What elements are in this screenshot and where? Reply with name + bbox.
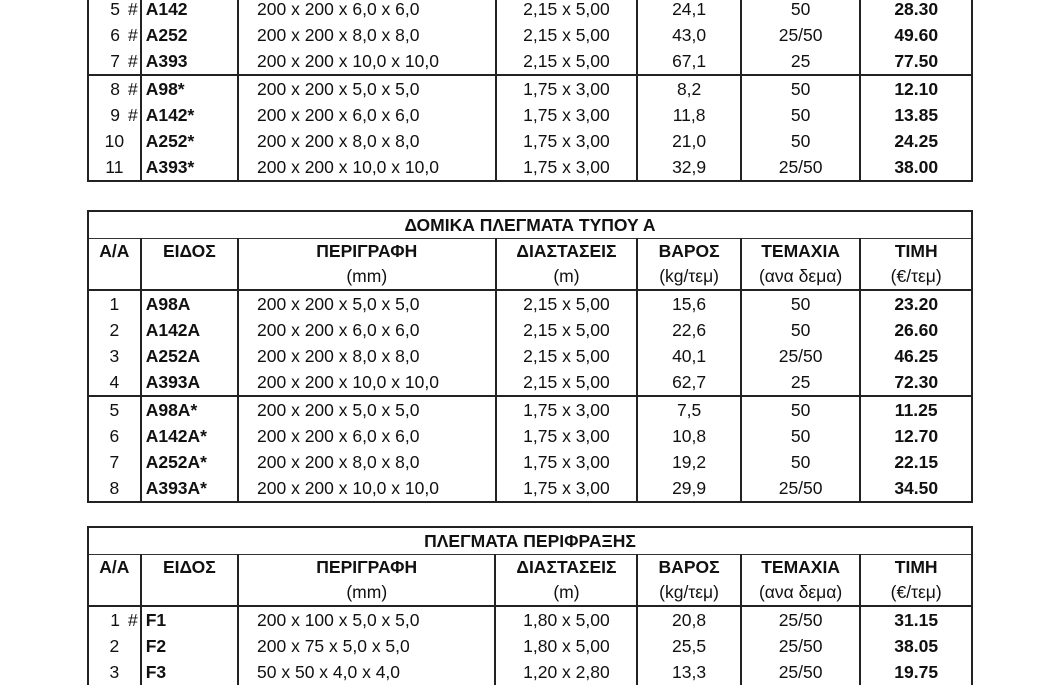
item-weight: 32,9 [637,154,740,181]
item-pieces: 25/50 [741,343,861,369]
col-header-pieces: ΤΕΜΑΧΙΑ [741,555,861,581]
item-code: A142 [141,0,238,22]
table-row [88,343,972,369]
col-subheader-type [141,264,238,290]
hash-mark: # [127,610,138,630]
item-price: 77.50 [860,48,972,75]
row-number-cell [88,475,141,502]
col-header-type: ΕΙΔΟΣ [141,555,238,581]
col-subheader-dimensions: (m) [496,264,638,290]
item-weight: 25,5 [637,633,740,659]
item-description: 200 x 200 x 8,0 x 8,0 [238,128,495,154]
item-code: A98A* [141,396,238,423]
hash-mark: # [127,51,138,71]
table-body [88,606,972,685]
item-price: 22.15 [860,449,972,475]
item-pieces: 50 [741,317,861,343]
item-code: F2 [141,633,238,659]
item-weight: 11,8 [637,102,740,128]
item-code: A142A* [141,423,238,449]
row-number: 1 [110,610,120,630]
row-number-cell [88,128,141,154]
row-number-cell [88,633,141,659]
col-header-dimensions: ΔΙΑΣΤΑΣΕΙΣ [495,555,637,581]
row-number: 5 [110,0,120,19]
table-row [88,317,972,343]
item-weight: 20,8 [637,606,740,633]
item-code: A98A [141,290,238,317]
fencing-mesh-table [87,526,973,685]
row-number: 4 [109,372,120,392]
item-price: 34.50 [860,475,972,502]
col-header-description: ΠΕΡΙΓΡΑΦΗ [238,239,495,265]
col-subheader-pieces: (ανα δεμα) [741,580,861,606]
item-pieces: 50 [741,102,861,128]
table-row [88,290,972,317]
row-number: 8 [110,79,120,99]
item-weight: 19,2 [637,449,740,475]
item-dimensions: 1,20 x 2,80 [495,659,637,685]
item-price: 26.60 [860,317,972,343]
item-weight: 29,9 [637,475,740,502]
item-price: 23.20 [860,290,972,317]
item-code: F1 [141,606,238,633]
item-price: 19.75 [860,659,972,685]
item-pieces: 50 [741,290,861,317]
item-dimensions: 1,75 x 3,00 [496,75,638,102]
item-description: 200 x 200 x 5,0 x 5,0 [238,396,495,423]
col-subheader-aa [88,264,141,290]
col-header-price: ΤΙΜΗ [860,555,972,581]
item-price: 28.30 [860,0,972,22]
table-row [88,75,972,102]
table-row [88,423,972,449]
item-description: 200 x 200 x 6,0 x 6,0 [238,0,495,22]
item-pieces: 25/50 [741,475,861,502]
item-code: A98* [141,75,238,102]
row-number: 6 [109,426,120,446]
item-pieces: 25/50 [741,659,861,685]
item-description: 200 x 200 x 8,0 x 8,0 [238,22,495,48]
row-number: 6 [110,25,120,45]
row-number-cell [88,606,141,633]
item-dimensions: 1,75 x 3,00 [496,475,638,502]
item-dimensions: 1,75 x 3,00 [496,423,638,449]
row-number-cell [88,396,141,423]
col-header-aa: Α/Α [99,557,130,577]
row-number: 1 [109,294,120,314]
table-body [88,290,972,502]
item-description: 50 x 50 x 4,0 x 4,0 [238,659,495,685]
col-header-description: ΠΕΡΙΓΡΑΦΗ [238,555,495,581]
item-dimensions: 1,75 x 3,00 [496,449,638,475]
row-number-cell [88,659,141,685]
item-code: A142A [141,317,238,343]
item-pieces: 25/50 [741,606,861,633]
mesh-table-continued [87,0,973,182]
item-code: A252* [141,128,238,154]
item-code: A252A* [141,449,238,475]
item-dimensions: 1,75 x 3,00 [496,128,638,154]
item-code: A393A [141,369,238,396]
item-weight: 67,1 [637,48,740,75]
row-number-cell [88,317,141,343]
item-dimensions: 2,15 x 5,00 [496,22,638,48]
item-price: 46.25 [860,343,972,369]
item-description: 200 x 200 x 8,0 x 8,0 [238,343,495,369]
item-weight: 13,3 [637,659,740,685]
col-header-weight: ΒΑΡΟΣ [637,239,740,265]
item-dimensions: 1,75 x 3,00 [496,154,638,181]
item-price: 38.00 [860,154,972,181]
item-price: 72.30 [860,369,972,396]
row-number-cell [88,48,141,75]
table-row [88,48,972,75]
item-weight: 22,6 [637,317,740,343]
item-description: 200 x 200 x 8,0 x 8,0 [238,449,495,475]
row-number-cell [88,75,141,102]
row-number: 8 [109,478,120,498]
item-pieces: 50 [741,423,861,449]
item-weight: 15,6 [637,290,740,317]
row-number-cell [88,449,141,475]
item-description: 200 x 200 x 10,0 x 10,0 [238,48,495,75]
item-description: 200 x 100 x 5,0 x 5,0 [238,606,495,633]
item-price: 12.10 [860,75,972,102]
col-header-weight: ΒΑΡΟΣ [637,555,740,581]
item-price: 13.85 [860,102,972,128]
item-weight: 43,0 [637,22,740,48]
col-subheader-description: (mm) [238,264,495,290]
row-number-cell [88,290,141,317]
item-weight: 8,2 [637,75,740,102]
item-pieces: 50 [741,0,861,22]
item-price: 12.70 [860,423,972,449]
row-number-cell [88,102,141,128]
item-price: 31.15 [860,606,972,633]
item-pieces: 25 [741,48,861,75]
col-header-pieces: ΤΕΜΑΧΙΑ [741,239,861,265]
item-pieces: 25/50 [741,154,861,181]
item-code: A393* [141,154,238,181]
hash-mark: # [127,25,138,45]
row-number: 3 [109,662,120,682]
table-row [88,128,972,154]
row-number: 9 [110,105,120,125]
table-body [88,0,972,181]
hash-mark: # [127,0,138,19]
col-subheader-aa [88,580,141,606]
item-price: 49.60 [860,22,972,48]
col-subheader-weight: (kg/τεμ) [637,580,740,606]
item-dimensions: 1,80 x 5,00 [495,606,637,633]
table-row [88,606,972,633]
col-subheader-dimensions: (m) [495,580,637,606]
table-row [88,396,972,423]
table-row [88,22,972,48]
col-header-dimensions: ΔΙΑΣΤΑΣΕΙΣ [496,239,638,265]
item-weight: 21,0 [637,128,740,154]
item-description: 200 x 200 x 6,0 x 6,0 [238,423,495,449]
item-price: 24.25 [860,128,972,154]
item-description: 200 x 200 x 10,0 x 10,0 [238,475,495,502]
col-subheader-price: (€/τεμ) [860,264,972,290]
row-number-cell [88,154,141,181]
item-weight: 40,1 [637,343,740,369]
item-price: 38.05 [860,633,972,659]
table-title: ΔΟΜΙΚΑ ΠΛΕΓΜΑΤΑ ΤΥΠΟΥ Α [88,211,972,239]
table-title: ΠΛΕΓΜΑΤΑ ΠΕΡΙΦΡΑΞΗΣ [88,527,972,555]
row-number: 7 [110,51,120,71]
item-pieces: 25 [741,369,861,396]
table-row [88,369,972,396]
item-dimensions: 1,75 x 3,00 [496,396,638,423]
hash-mark: # [127,105,138,125]
col-subheader-pieces: (ανα δεμα) [741,264,861,290]
item-dimensions: 1,75 x 3,00 [496,102,638,128]
row-number-cell [88,0,141,22]
item-pieces: 25/50 [741,22,861,48]
item-pieces: 50 [741,75,861,102]
row-number: 7 [109,452,120,472]
item-weight: 7,5 [637,396,740,423]
item-dimensions: 2,15 x 5,00 [496,369,638,396]
item-pieces: 25/50 [741,633,861,659]
table-row [88,102,972,128]
item-description: 200 x 200 x 6,0 x 6,0 [238,102,495,128]
row-number: 2 [109,320,120,340]
col-subheader-type [141,580,238,606]
hash-mark: # [127,79,138,99]
row-number-cell [88,423,141,449]
row-number-cell [88,369,141,396]
item-code: A393A* [141,475,238,502]
col-header-price: ΤΙΜΗ [860,239,972,265]
item-pieces: 50 [741,128,861,154]
item-code: A142* [141,102,238,128]
row-number: 10 [104,131,125,151]
row-number: 5 [109,400,120,420]
item-code: A393 [141,48,238,75]
row-number: 3 [109,346,120,366]
col-subheader-description: (mm) [238,580,495,606]
row-number: 2 [109,636,120,656]
item-description: 200 x 75 x 5,0 x 5,0 [238,633,495,659]
item-pieces: 50 [741,449,861,475]
row-number-cell [88,343,141,369]
item-weight: 10,8 [637,423,740,449]
col-subheader-weight: (kg/τεμ) [637,264,740,290]
col-subheader-price: (€/τεμ) [860,580,972,606]
col-header-aa: Α/Α [99,241,130,261]
item-weight: 24,1 [637,0,740,22]
item-description: 200 x 200 x 5,0 x 5,0 [238,75,495,102]
item-dimensions: 2,15 x 5,00 [496,317,638,343]
col-header-type: ΕΙΔΟΣ [141,239,238,265]
item-dimensions: 2,15 x 5,00 [496,0,638,22]
item-description: 200 x 200 x 10,0 x 10,0 [238,154,495,181]
table-row [88,0,972,22]
item-weight: 62,7 [637,369,740,396]
item-dimensions: 2,15 x 5,00 [496,48,638,75]
table-row [88,659,972,685]
row-number: 11 [105,157,124,177]
table-row [88,633,972,659]
table-row [88,154,972,181]
item-price: 11.25 [860,396,972,423]
item-code: A252 [141,22,238,48]
item-dimensions: 2,15 x 5,00 [496,343,638,369]
item-dimensions: 1,80 x 5,00 [495,633,637,659]
row-number-cell [88,22,141,48]
table-row [88,449,972,475]
item-description: 200 x 200 x 6,0 x 6,0 [238,317,495,343]
item-pieces: 50 [741,396,861,423]
type-a-mesh-table [87,210,973,503]
item-description: 200 x 200 x 10,0 x 10,0 [238,369,495,396]
item-dimensions: 2,15 x 5,00 [496,290,638,317]
item-code: F3 [141,659,238,685]
item-code: A252A [141,343,238,369]
item-description: 200 x 200 x 5,0 x 5,0 [238,290,495,317]
table-row [88,475,972,502]
